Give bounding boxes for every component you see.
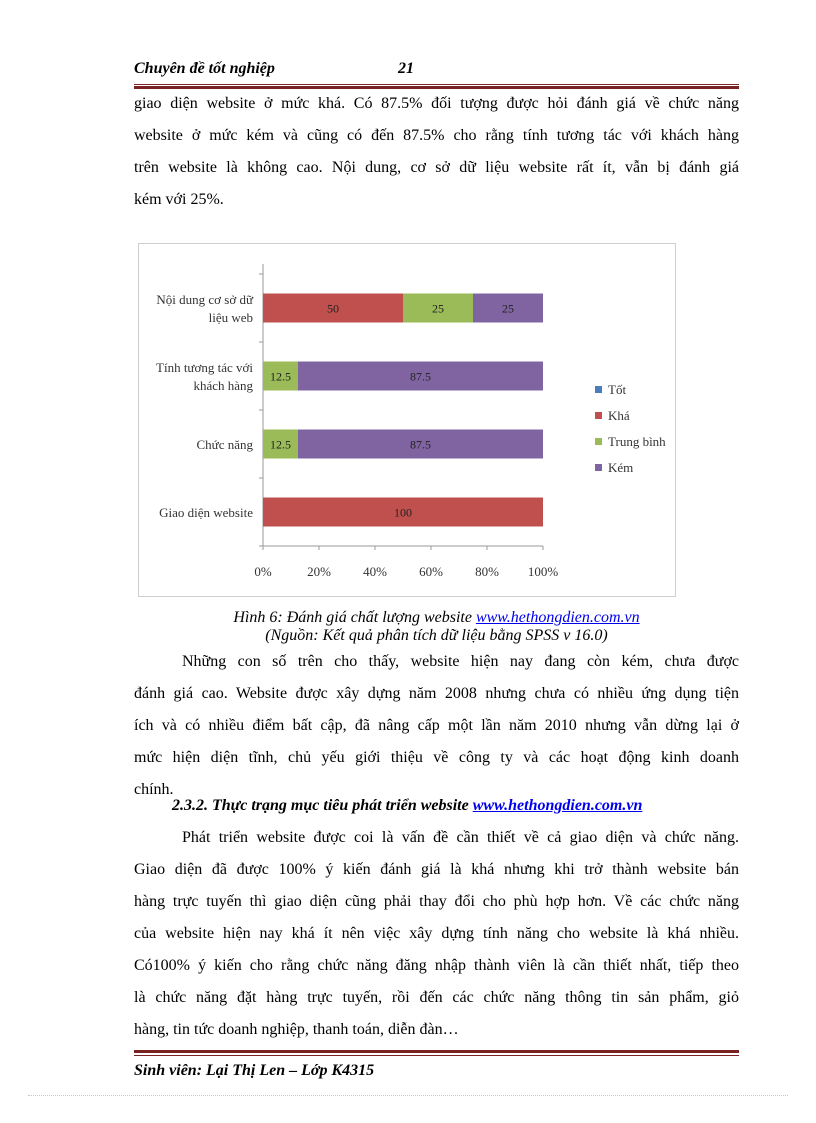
data-label: 25	[502, 301, 514, 316]
x-tick-label: 40%	[363, 564, 387, 579]
legend-label: Tốt	[608, 382, 627, 397]
paragraph-line: là chức năng đặt hàng trực tuyến, rồi đến các chức năng thông tin sản phẩm, giỏ	[134, 989, 739, 1006]
paragraph-line: kém với 25%.	[134, 191, 224, 208]
legend-label: Khá	[608, 408, 630, 423]
data-label: 50	[327, 301, 339, 316]
data-label: 12.5	[270, 369, 291, 384]
paragraph-line: website ở mức kém và cũng có đến 87.5% cho rằng tính tương tác với khách hàng	[134, 127, 739, 144]
paragraph-line: đánh giá cao. Website được xây dựng năm 2008 nhưng chưa có nhiều ứng dụng tiện	[134, 685, 739, 702]
footer-text: Sinh viên: Lại Thị Len – Lớp K4315	[134, 1062, 375, 1079]
paragraph-2	[134, 646, 739, 806]
x-tick-label: 100%	[527, 564, 559, 579]
x-tick-label: 20%	[307, 564, 331, 579]
category-label: Tính tương tác với	[156, 360, 253, 375]
category-label: Giao diện website	[159, 505, 253, 520]
subsection-link[interactable]: www.hethongdien.com.vn	[472, 797, 643, 814]
figure-caption	[134, 609, 739, 627]
header-title: Chuyên đề tốt nghiệp	[134, 60, 275, 77]
footer-rule	[134, 1050, 739, 1053]
header-rule-top	[134, 84, 739, 85]
category-label: Nội dung cơ sở dữ	[156, 292, 253, 307]
x-tick-label: 0%	[254, 564, 272, 579]
paragraph-line: Những con số trên cho thấy, website hiện nay đang còn kém, chưa được	[182, 653, 739, 670]
page-edge-dotted-line	[28, 1095, 788, 1096]
page-number: 21	[398, 60, 414, 77]
category-label: Chức năng	[196, 437, 253, 452]
category-label: liệu web	[208, 310, 253, 325]
caption-source: (Nguồn: Kết quả phân tích dữ liệu bằng SPSS v 16.0)	[265, 627, 608, 644]
legend-swatch	[595, 386, 602, 393]
caption-link[interactable]: www.hethongdien.com.vn	[475, 609, 640, 626]
paragraph-line: chính.	[134, 781, 174, 798]
data-label: 87.5	[410, 437, 431, 452]
footer-rule-bottom	[134, 1055, 739, 1056]
paragraph-line: hàng trực tuyến thì giao diện cũng phải thay đổi cho phù hợp hơn. Về các chức năng	[134, 893, 739, 910]
category-label: khách hàng	[193, 378, 253, 393]
x-tick-label: 80%	[475, 564, 499, 579]
paragraph-line: Có100% ý kiến cho rằng chức năng đăng nhập thành viên là cần thiết nhất, tiếp theo	[134, 957, 739, 974]
subsection-heading	[172, 797, 642, 815]
data-label: 87.5	[410, 369, 431, 384]
paragraph-line: trên website là không cao. Nội dung, cơ sở dữ liệu website rất ít, vẫn bị đánh giá	[134, 159, 739, 176]
legend-swatch	[595, 464, 602, 471]
paragraph-line: của website hiện nay khá ít nên việc xây dựng tính năng cho website là khá nhiều.	[134, 925, 739, 942]
data-label: 100	[394, 505, 412, 520]
paragraph-line: giao diện website ở mức khá. Có 87.5% đối tượng được hỏi đánh giá về chức năng	[134, 95, 739, 112]
caption-text: Hình 6: Đánh giá chất lượng website	[233, 609, 476, 626]
stacked-bar-chart	[139, 244, 675, 596]
chart-container	[138, 243, 676, 597]
legend-swatch	[595, 412, 602, 419]
x-tick-label: 60%	[419, 564, 443, 579]
paragraph-line: hàng, tin tức doanh nghiệp, thanh toán, diễn đàn…	[134, 1021, 459, 1038]
paragraph-line: Giao diện đã được 100% ý kiến đánh giá là khá nhưng khi trở thành website bán	[134, 861, 739, 878]
paragraph-line: mức hiện diện tĩnh, chủ yếu giới thiệu về công ty và các hoạt động kinh doanh	[134, 749, 739, 766]
data-label: 25	[432, 301, 444, 316]
legend-label: Trung bình	[608, 434, 666, 449]
subsection-title: 2.3.2. Thực trạng mục tiêu phát triển website	[172, 797, 473, 814]
paragraph-line: ích và có nhiều điểm bất cập, đã nâng cấp một lần năm 2010 nhưng vẫn dừng lại ở	[134, 717, 739, 734]
legend-label: Kém	[608, 460, 634, 475]
data-label: 12.5	[270, 437, 291, 452]
paragraph-3	[134, 822, 739, 1046]
paragraph-1	[134, 88, 739, 216]
legend-swatch	[595, 438, 602, 445]
paragraph-line: Phát triển website được coi là vấn đề cần thiết về cả giao diện và chức năng.	[182, 829, 739, 846]
